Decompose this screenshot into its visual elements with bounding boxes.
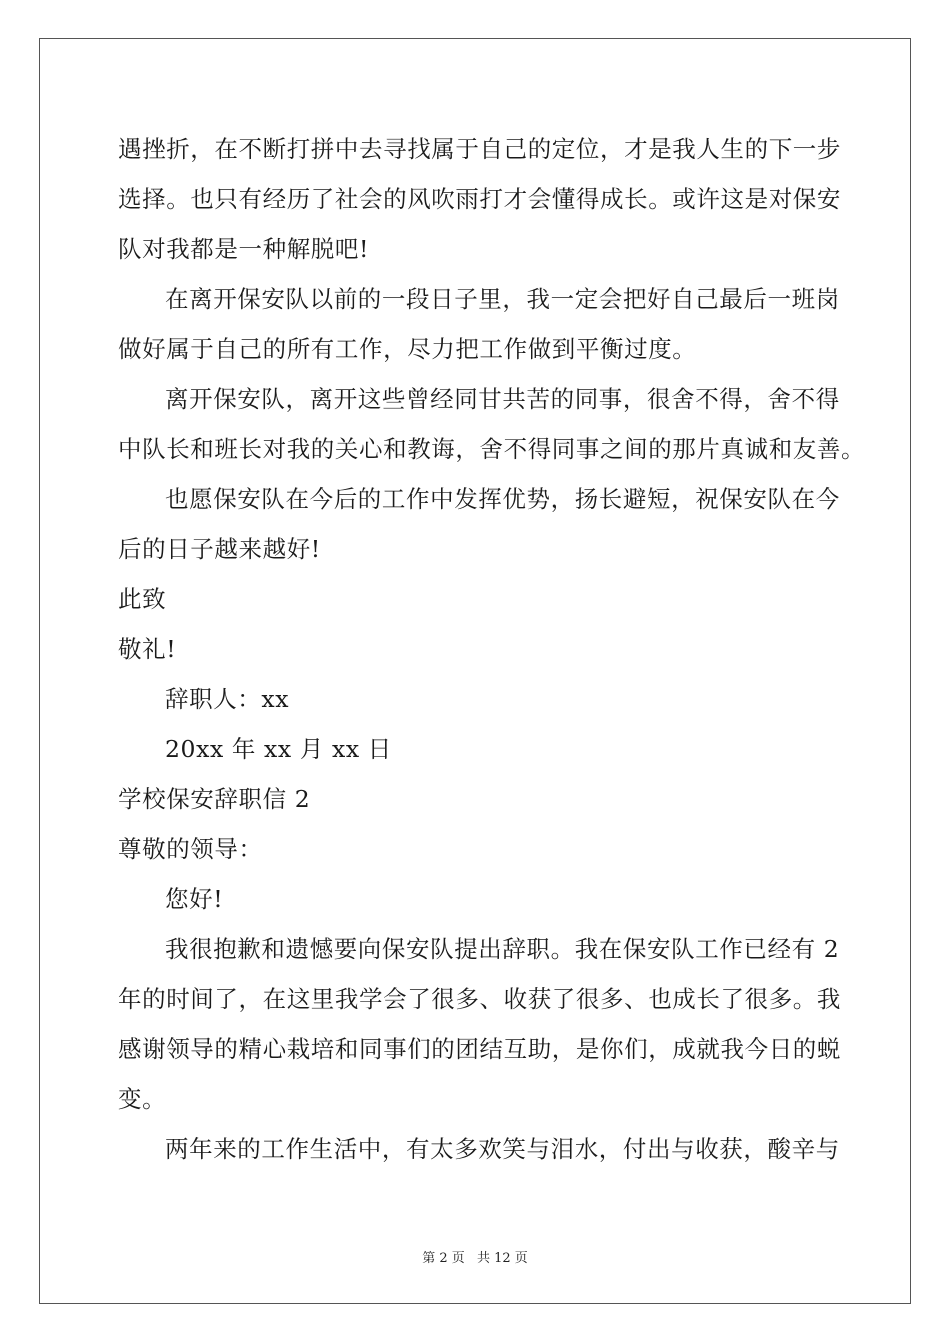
text-line: 感谢领导的精心栽培和同事们的团结互助，是你们，成就我今日的蜕 xyxy=(118,1035,841,1063)
text-line: 后的日子越来越好! xyxy=(118,535,321,563)
text-line: 遇挫折，在不断打拼中去寻找属于自己的定位，才是我人生的下一步 xyxy=(118,135,841,163)
text-line: 我很抱歉和遗憾要向保安队提出辞职。我在保安队工作已经有 2 xyxy=(165,935,840,963)
text-line: 也愿保安队在今后的工作中发挥优势，扬长避短，祝保安队在今 xyxy=(165,485,840,513)
text-line: 变。 xyxy=(118,1085,167,1113)
greeting-addressee: 尊敬的领导： xyxy=(118,835,263,863)
date-line: 20xx 年 xx 月 xx 日 xyxy=(165,735,392,763)
text-line: 两年来的工作生活中，有太多欢笑与泪水，付出与收获，酸辛与 xyxy=(165,1135,840,1163)
text-line: 离开保安队，离开这些曾经同甘共苦的同事，很舍不得，舍不得 xyxy=(165,385,840,413)
text-line: 队对我都是一种解脱吧! xyxy=(118,235,370,263)
document-body xyxy=(118,124,866,1174)
page-total: 共 12 页 xyxy=(476,1251,528,1266)
text-line: 做好属于自己的所有工作，尽力把工作做到平衡过度。 xyxy=(118,335,697,363)
page-number: 第 2 页 xyxy=(422,1251,465,1266)
closing-salutation: 此致 xyxy=(118,585,167,613)
text-line: 在离开保安队以前的一段日子里，我一定会把好自己最后一班岗 xyxy=(165,285,840,313)
section-title: 学校保安辞职信 2 xyxy=(118,785,311,813)
signature: 辞职人：xx xyxy=(165,685,290,713)
closing-regards: 敬礼! xyxy=(118,635,177,663)
page-footer xyxy=(0,1247,950,1266)
greeting: 您好! xyxy=(165,885,224,913)
text-line: 中队长和班长对我的关心和教诲，舍不得同事之间的那片真诚和友善。 xyxy=(118,435,866,463)
text-line: 年的时间了，在这里我学会了很多、收获了很多、也成长了很多。我 xyxy=(118,985,841,1013)
text-line: 选择。也只有经历了社会的风吹雨打才会懂得成长。或许这是对保安 xyxy=(118,185,841,213)
